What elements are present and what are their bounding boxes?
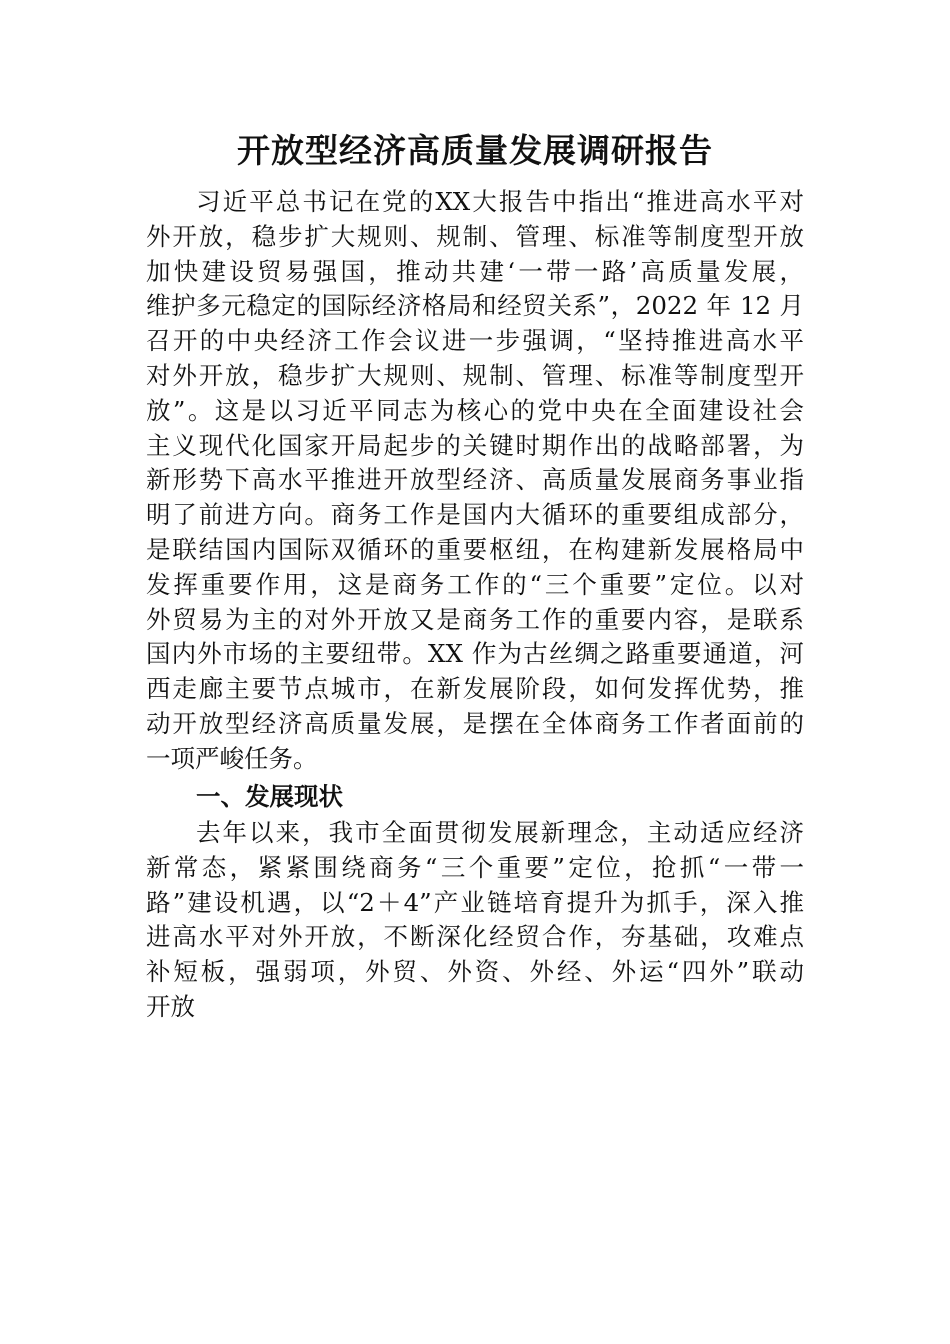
paragraph1-line: 对外开放，稳步扩大规则、规制、管理、标准等制度型开 — [146, 361, 804, 390]
paragraph2-line: 进高水平对外开放，不断深化经贸合作，夯基础，攻难点 — [146, 922, 804, 951]
section-heading: 一、发展现状 — [196, 782, 343, 811]
paragraph1-line: 西走廊主要节点城市，在新发展阶段，如何发挥优势，推 — [146, 674, 804, 703]
paragraph1-line: 加快建设贸易强国，推动共建‘一带一路’高质量发展， — [146, 257, 804, 286]
paragraph1-line: 动开放型经济高质量发展，是摆在全体商务工作者面前的 — [146, 709, 804, 738]
paragraph1-line: 新形势下高水平推进开放型经济、高质量发展商务事业指 — [146, 465, 804, 494]
paragraph1-line: 维护多元稳定的国际经济格局和经贸关系”，2022 年 12 月 — [146, 291, 804, 320]
paragraph1-line: 主义现代化国家开局起步的关键时期作出的战略部署，为 — [146, 431, 804, 460]
paragraph1-line: 一项严峻任务。 — [146, 744, 318, 773]
paragraph1-line: 召开的中央经济工作会议进一步强调，“坚持推进高水平 — [146, 326, 804, 355]
paragraph1-line: 发挥重要作用，这是商务工作的“三个重要”定位。以对 — [146, 570, 804, 599]
paragraph1-line: 是联结国内国际双循环的重要枢纽，在构建新发展格局中 — [146, 535, 804, 564]
paragraph2-line: 路”建设机遇，以“2＋4”产业链培育提升为抓手，深入推 — [146, 888, 804, 917]
paragraph2-line: 去年以来，我市全面贯彻发展新理念，主动适应经济 — [196, 818, 804, 847]
paragraph1-line: 明了前进方向。商务工作是国内大循环的重要组成部分， — [146, 500, 804, 529]
paragraph1-line: 外开放，稳步扩大规则、规制、管理、标准等制度型开放 — [146, 222, 804, 251]
document-title: 开放型经济高质量发展调研报告 — [237, 131, 713, 170]
paragraph1-line: 国内外市场的主要纽带。XX 作为古丝绸之路重要通道，河 — [146, 639, 804, 668]
paragraph2-line: 开放 — [146, 992, 195, 1021]
paragraph2-line: 补短板，强弱项，外贸、外资、外经、外运“四外”联动 — [146, 957, 804, 986]
paragraph1-line: 习近平总书记在党的XX大报告中指出“推进高水平对 — [196, 187, 804, 216]
paragraph1-line: 放”。这是以习近平同志为核心的党中央在全面建设社会 — [146, 396, 804, 425]
paragraph2-line: 新常态，紧紧围绕商务“三个重要”定位，抢抓“一带一 — [146, 853, 804, 882]
paragraph1-line: 外贸易为主的对外开放又是商务工作的重要内容，是联系 — [146, 605, 804, 634]
